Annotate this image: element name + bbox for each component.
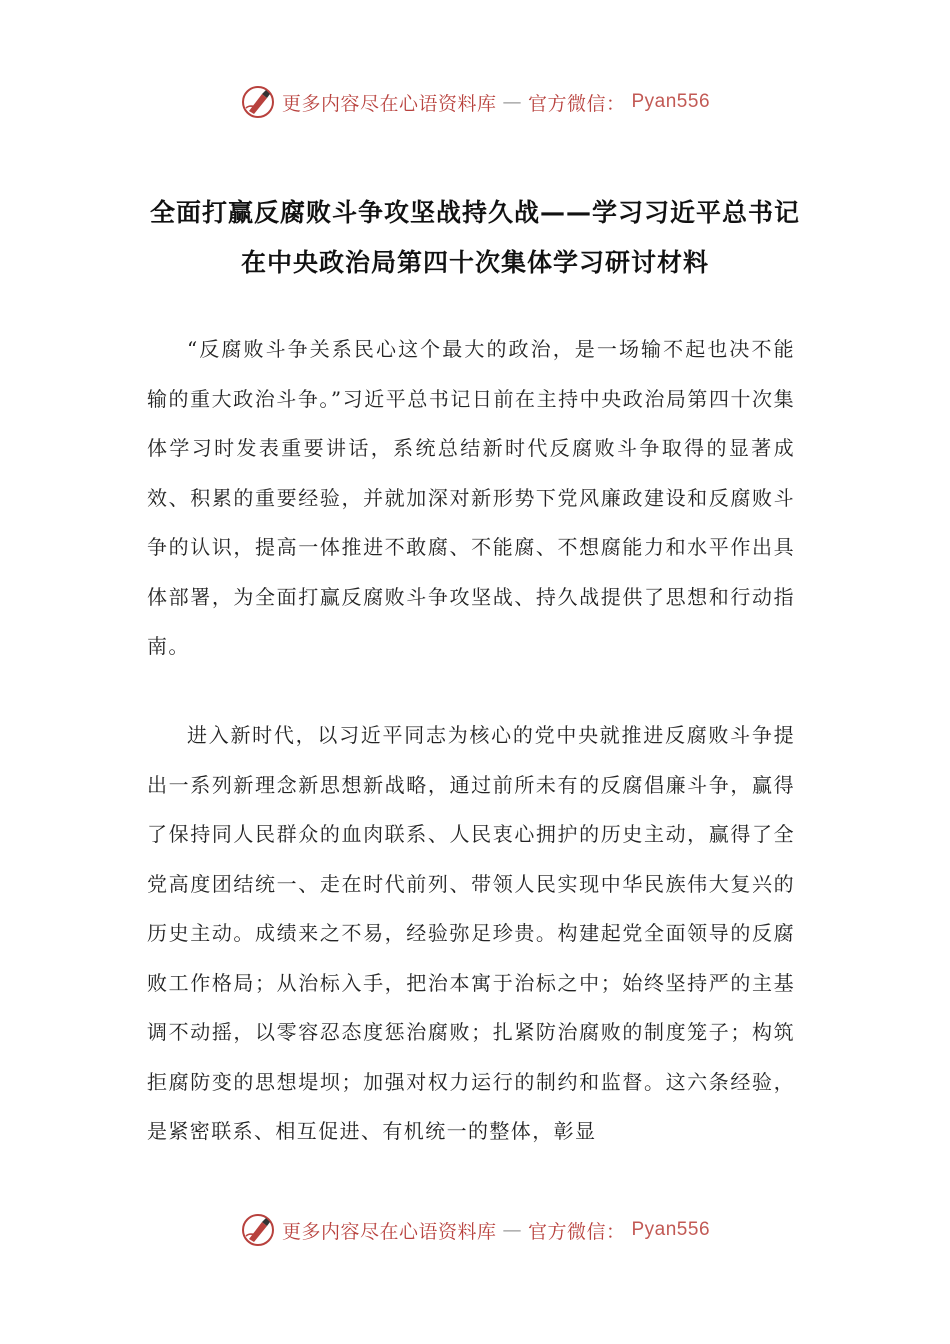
footer-watermark-banner [0, 1208, 950, 1252]
banner-dash: — [502, 91, 522, 113]
banner-content [240, 1212, 710, 1248]
banner-site-text: 更多内容尽在心语资料库 [281, 92, 497, 115]
body-paragraph-2: 进入新时代，以习近平同志为核心的党中央就推进反腐败斗争提出一系列新理念新思想新战略，通过前所未有的反腐倡廉斗争，赢得了保持同人民群众的血肉联系、人民衷心拥护的历史主动，赢得了全党高度团结统一、走在时代前列、带领人民实现中华民族伟大复兴的历史主动。成绩来之不易，经验弥足珍贵。构建起党全面领导的反腐败工作格局；从治标入手，把治本寓于治标之中；始终坚持严的主基调不动摇，以零容忍态度惩治腐败；扎紧防治腐败的制度笼子；构筑拒腐防变的思想堤坝；加强对权力运行的制约和监督。这六条经验，是紧密联系、相互促进、有机统一的整体，彰显 [147, 723, 795, 1143]
pen-nib-logo-icon [240, 1212, 276, 1248]
header-watermark-banner [0, 80, 950, 124]
banner-wechat-label: 官方微信： [527, 92, 626, 115]
banner-site-text: 更多内容尽在心语资料库 [281, 1220, 497, 1243]
banner-wechat-id: Pyan556 [631, 91, 711, 112]
body-paragraph-1: “反腐败斗争关系民心这个最大的政治，是一场输不起也决不能输的重大政治斗争。”习近平总书记日前在主持中央政治局第四十次集体学习时发表重要讲话，系统总结新时代反腐败斗争取得的显著成效、积累的重要经验，并就加深对新形势下党风廉政建设和反腐败斗争的认识，提高一体推进不敢腐、不能腐、不想腐能力和水平作出具体部署，为全面打赢反腐败斗争攻坚战、持久战提供了思想和行动指南。 [147, 337, 795, 658]
pen-nib-logo-icon [240, 84, 276, 120]
document-title-line-2: 在中央政治局第四十次集体学习研讨材料 [240, 248, 709, 277]
document-title-line-1: 全面打赢反腐败斗争攻坚战持久战——学习习近平总书记 [149, 198, 800, 227]
banner-dash: — [502, 1219, 522, 1241]
banner-content [240, 84, 710, 120]
banner-wechat-id: Pyan556 [631, 1219, 711, 1240]
banner-wechat-label: 官方微信： [527, 1220, 626, 1243]
